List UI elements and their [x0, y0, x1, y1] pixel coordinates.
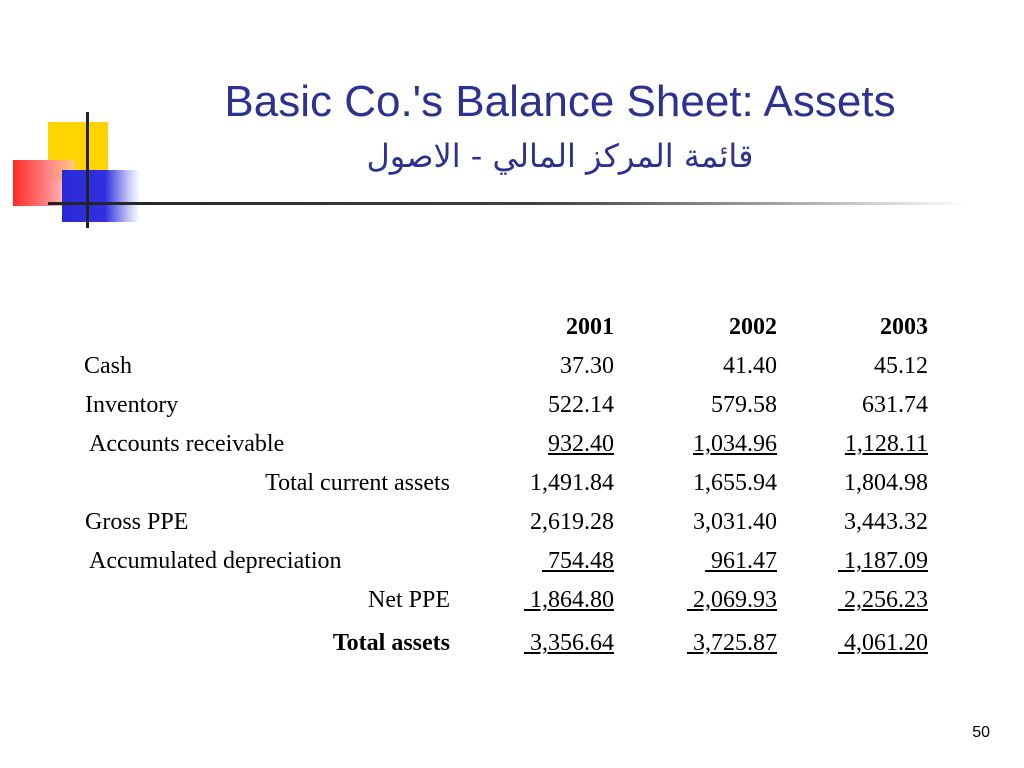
table-cell: 2,069.93: [687, 587, 777, 613]
table-cell: 3,031.40: [693, 509, 777, 535]
year-header: 2003: [880, 314, 928, 340]
table-cell: 1,187.09: [838, 548, 928, 574]
row-label: Net PPE: [367, 587, 450, 613]
table-row: [80, 347, 940, 386]
total-row: [80, 620, 940, 664]
table-cell: 45.12: [874, 353, 928, 379]
table-cell: 2,256.23: [838, 587, 928, 613]
table-cell: 2,619.28: [530, 509, 614, 535]
table-cell: 1,491.84: [530, 470, 614, 496]
table-cell: 1,034.96: [693, 431, 777, 457]
table-cell: 522.14: [548, 392, 614, 418]
table-row: [80, 386, 940, 425]
table-cell: 3,443.32: [844, 509, 928, 535]
row-label: Cash: [84, 353, 132, 379]
table-cell: 41.40: [723, 353, 777, 379]
table-cell: 631.74: [862, 392, 928, 418]
vertical-rule: [86, 112, 89, 228]
table-cell: 932.40: [548, 431, 614, 457]
table-cell: 1,804.98: [844, 470, 928, 496]
table-row: [80, 464, 940, 503]
table-cell: 3,356.64: [524, 630, 614, 656]
balance-sheet-table: [80, 308, 940, 664]
table-row: [80, 425, 940, 464]
header-row: [80, 308, 940, 347]
row-label: Accounts receivable: [89, 431, 285, 457]
slide-title: Basic Co.'s Balance Sheet: Assets: [224, 77, 896, 126]
row-label: Total current assets: [265, 470, 450, 496]
row-label: Accumulated depreciation: [89, 548, 342, 574]
table-cell: 1,128.11: [844, 431, 928, 457]
slide-subtitle-arabic: قائمة المركز المالي - الاصول: [366, 137, 754, 175]
table-cell: 4,061.20: [838, 630, 928, 656]
table-cell: 1,655.94: [693, 470, 777, 496]
row-label: Inventory: [85, 392, 179, 418]
table-cell: 579.58: [711, 392, 777, 418]
table-cell: 1,864.80: [524, 587, 614, 613]
year-header: 2002: [729, 314, 777, 340]
title-underline-rule: [48, 202, 968, 205]
table-row: [80, 542, 940, 581]
table-cell: 754.48: [542, 548, 614, 574]
year-header: 2001: [566, 314, 614, 340]
table-row: [80, 581, 940, 620]
table-cell: 37.30: [560, 353, 614, 379]
page-number: 50: [972, 724, 990, 741]
table-cell: 3,725.87: [687, 630, 777, 656]
table-row: [80, 503, 940, 542]
row-label: Gross PPE: [85, 509, 189, 535]
row-label: Total assets: [332, 630, 450, 656]
table-cell: 961.47: [705, 548, 777, 574]
